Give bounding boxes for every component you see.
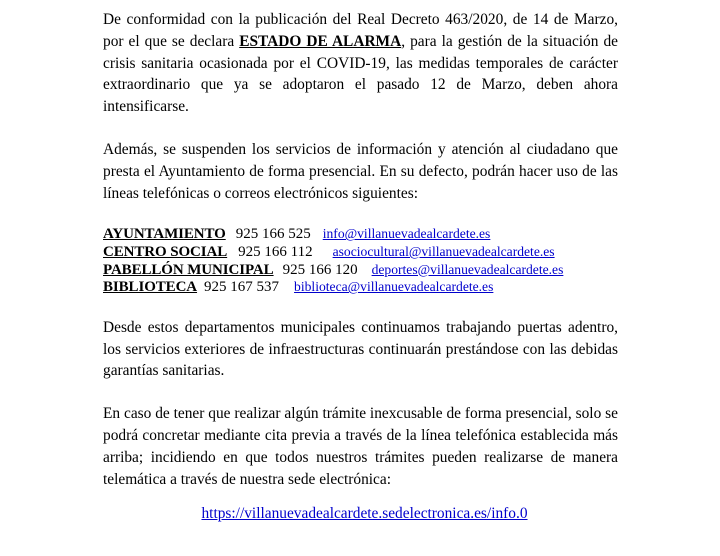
email-link[interactable]: asociocultural@villanuevadealcardete.es (332, 243, 555, 259)
contact-row-ayuntamiento (103, 225, 618, 243)
contact-list (103, 225, 618, 295)
email-link[interactable]: biblioteca@villanuevadealcardete.es (294, 279, 494, 295)
phone-number: 925 166 525 (235, 226, 311, 243)
email-link[interactable]: info@villanuevadealcardete.es (322, 226, 491, 242)
estado-de-alarma-emphasis: ESTADO DE ALARMA (239, 32, 402, 50)
contact-row-pabellon-municipal (103, 261, 618, 279)
sede-electronica-link[interactable]: https://villanuevadealcardete.sedelectronica.es/info.0 (201, 505, 528, 523)
department-name: CENTRO SOCIAL (103, 243, 228, 260)
paragraph-real-decreto-text-start: De conformidad con la publicación del Real Decreto 463/2020, de 14 de Marzo, por el que se declara (103, 11, 618, 50)
document-body (103, 9, 618, 525)
phone-number: 925 166 120 (282, 261, 358, 278)
sede-electronica-line (103, 503, 618, 525)
phone-number: 925 166 112 (238, 243, 313, 260)
email-link[interactable]: deportes@villanuevadealcardete.es (371, 261, 564, 277)
department-name: BIBLIOTECA (103, 279, 198, 296)
paragraph-real-decreto (103, 9, 618, 118)
paragraph-real-decreto-text-end: , para la gestión de la situación de crisis sanitaria ocasionada por el COVID-19, las medidas temporales de carácter extraordinario que ya se adoptaron el pasado 12 de Marzo, deben ahora intensificarse. (103, 32, 619, 116)
paragraph-services-suspended: Además, se suspenden los servicios de información y atención al ciudadano que presta el Ayuntamiento de forma presencial. En su defecto, podrán hacer uso de las líneas telefónicas o correos electrónicos siguientes: (103, 140, 618, 202)
contact-row-biblioteca (103, 278, 618, 296)
paragraph-departments-working: Desde estos departamentos municipales continuamos trabajando puertas adentro, los servicios exteriores de infraestructuras continuarán prestándose con las debidas garantías sanitarias. (103, 318, 618, 380)
phone-number: 925 167 537 (204, 279, 280, 296)
department-name: PABELLÓN MUNICIPAL (103, 261, 274, 278)
contact-row-centro-social (103, 243, 618, 261)
department-name: AYUNTAMIENTO (103, 226, 226, 243)
paragraph-cita-previa: En caso de tener que realizar algún trámite inexcusable de forma presencial, solo se podrá concretar mediante cita previa a través de la línea telefónica establecida más arriba; incidiendo en que todos nuestros trámites pueden realizarse de manera telemática a través de nuestra sede electrónica: (103, 405, 618, 488)
